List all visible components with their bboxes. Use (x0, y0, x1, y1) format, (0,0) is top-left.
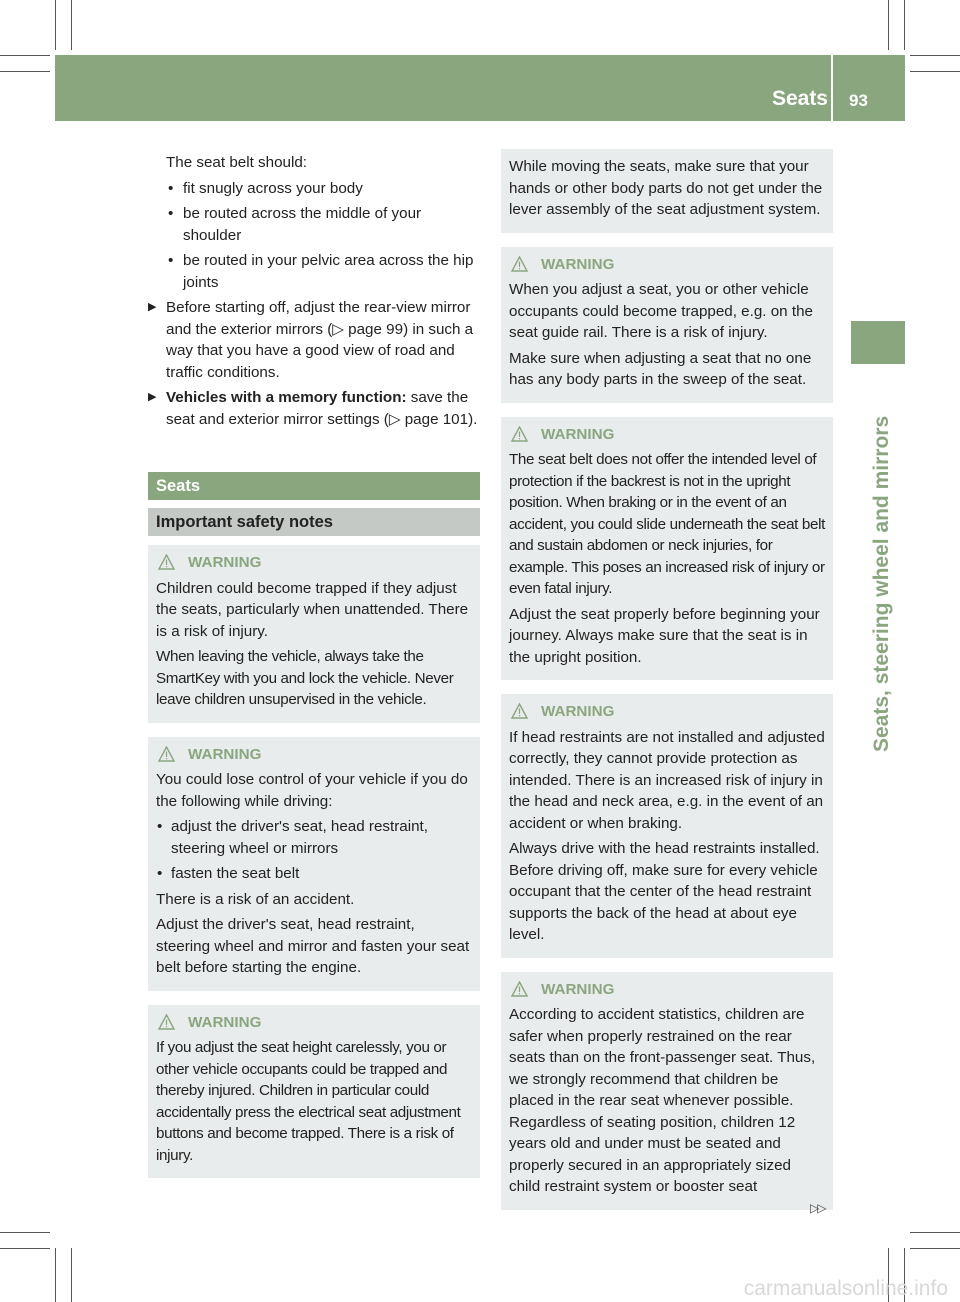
step-text: Before starting off, adjust the rear-view mirror and the exterior mirrors (▷ page 99) in such a way that you have a good view of road and traffic conditions. (166, 299, 474, 381)
warning-label: WARNING (541, 703, 615, 720)
header-divider (831, 55, 833, 121)
note-text: While moving the seats, make sure that your hands or other body parts do not get under the lever assembly of the seat adjustment system. (509, 158, 823, 218)
section-title: Seats (148, 472, 480, 500)
crop-mark (910, 1248, 960, 1249)
crop-mark (55, 0, 56, 50)
step-text: save the seat and exterior mirror settings (▷ page 101). (166, 389, 478, 428)
warning-text: Always drive with the head restraints installed. Before driving off, make sure for every vehicle occupant that the center of the head restraint supports the back of the head at about eye level. (509, 840, 820, 943)
side-tab-title: Seats, steering wheel and mirrors (870, 415, 893, 752)
warning-box (501, 417, 833, 681)
step-bold-label: Vehicles with a memory function: (166, 389, 407, 406)
left-column (148, 152, 480, 1192)
warning-triangle-icon (511, 256, 528, 272)
list-item: • be routed in your pelvic area across the hip joints (148, 250, 480, 293)
crop-mark (910, 71, 960, 72)
warning-box (148, 737, 480, 991)
list-item: • be routed across the middle of your shoulder (148, 203, 480, 246)
list-item: • adjust the driver's seat, head restraint, steering wheel or mirrors (156, 816, 472, 859)
side-tab-marker (851, 321, 905, 364)
warning-triangle-icon (511, 981, 528, 997)
warning-label: WARNING (188, 554, 262, 571)
step-arrow-icon: ▶ (148, 391, 157, 403)
warning-label: WARNING (541, 425, 615, 443)
warning-text: There is a risk of an accident. (156, 890, 355, 908)
subsection-title: Important safety notes (148, 508, 480, 536)
warning-triangle-icon (158, 554, 175, 570)
warning-heading (509, 254, 825, 276)
warning-box (501, 247, 833, 403)
warning-label: WARNING (188, 745, 262, 763)
crop-mark (888, 0, 889, 50)
crop-mark (0, 55, 50, 56)
warning-heading (509, 979, 825, 1001)
warning-triangle-icon (158, 746, 175, 762)
warning-box (501, 972, 833, 1210)
watermark: carmanualsonline.info (743, 1276, 948, 1300)
instruction-step (148, 297, 480, 383)
warning-triangle-icon (158, 1014, 175, 1030)
warning-heading (156, 744, 472, 766)
warning-text: If head restraints are not installed and adjusted correctly, they cannot provide protection as intended. There is an increased risk of injury in the head and neck area, e.g. in the event of an accident or when braking. (509, 728, 825, 832)
header-title: Seats (771, 87, 828, 110)
warning-box (148, 1005, 480, 1179)
note-box (501, 149, 833, 233)
crop-mark (0, 1248, 50, 1249)
warning-heading (509, 701, 825, 723)
warning-text: According to accident statistics, children are safer when properly restrained on the rear seats than on the front-passenger seat. Thus, we strongly recommend that children be placed in the rear seat whenever possible. Regardless of seating position, children 12 years old and under must be seated and properly secured in an appropriately sized child restraint system or booster seat (509, 1006, 816, 1195)
crop-mark (71, 1248, 72, 1302)
crop-mark (910, 55, 960, 56)
warning-heading (156, 552, 472, 574)
warning-text: Adjust the driver's seat, head restraint, steering wheel and mirror and fasten your seat belt before starting the engine. (156, 916, 470, 976)
warning-triangle-icon (511, 426, 528, 442)
list-item: • fasten the seat belt (156, 863, 472, 885)
warning-text: The seat belt does not offer the intended level of protection if the backrest is not in the upright position. When braking or in the event of an accident, you could slide underneath the seat belt and sustain abdomen or neck injuries, for example. This poses an increased risk of injury or even fatal injury. (509, 451, 826, 597)
warning-text: When leaving the vehicle, always take the SmartKey with you and lock the vehicle. Never leave children unsupervised in the vehicle. (156, 648, 454, 708)
continued-arrow-icon: ▷▷ (810, 1201, 825, 1215)
intro-text: The seat belt should: (166, 154, 307, 171)
step-arrow-icon: ▶ (148, 301, 157, 313)
crop-mark (0, 71, 50, 72)
instruction-step (148, 387, 480, 430)
warning-text: Make sure when adjusting a seat that no one has any body parts in the sweep of the seat. (509, 349, 812, 388)
crop-mark (0, 1232, 50, 1233)
warning-label: WARNING (541, 255, 615, 273)
warning-label: WARNING (541, 980, 615, 998)
warning-text: You could lose control of your vehicle if you do the following while driving: (156, 771, 468, 810)
crop-mark (55, 1248, 56, 1302)
warning-text: Adjust the seat properly before beginning your journey. Always make sure that the seat is in the upright position. (509, 605, 820, 666)
warning-text: Children could become trapped if they adjust the seats, particularly when unattended. There is a risk of injury. (156, 579, 469, 640)
right-column (501, 149, 833, 1224)
page-number: 93 (849, 91, 868, 110)
crop-mark (910, 1232, 960, 1233)
warning-heading (509, 424, 825, 446)
list-item: • fit snugly across your body (148, 178, 480, 200)
warning-text: When you adjust a seat, you or other vehicle occupants could become trapped, e.g. on the seat guide rail. There is a risk of injury. (509, 281, 813, 341)
warning-text: If you adjust the seat height carelessly, you or other vehicle occupants could be trapped and thereby injured. Children in particular could accidentally press the electrical seat adjustment buttons and become trapped. There is a risk of injury. (156, 1039, 461, 1164)
warning-heading (156, 1012, 472, 1034)
warning-box (148, 545, 480, 723)
warning-triangle-icon (511, 703, 528, 719)
crop-mark (71, 0, 72, 50)
crop-mark (904, 0, 905, 50)
warning-label: WARNING (188, 1013, 262, 1031)
warning-box (501, 694, 833, 958)
